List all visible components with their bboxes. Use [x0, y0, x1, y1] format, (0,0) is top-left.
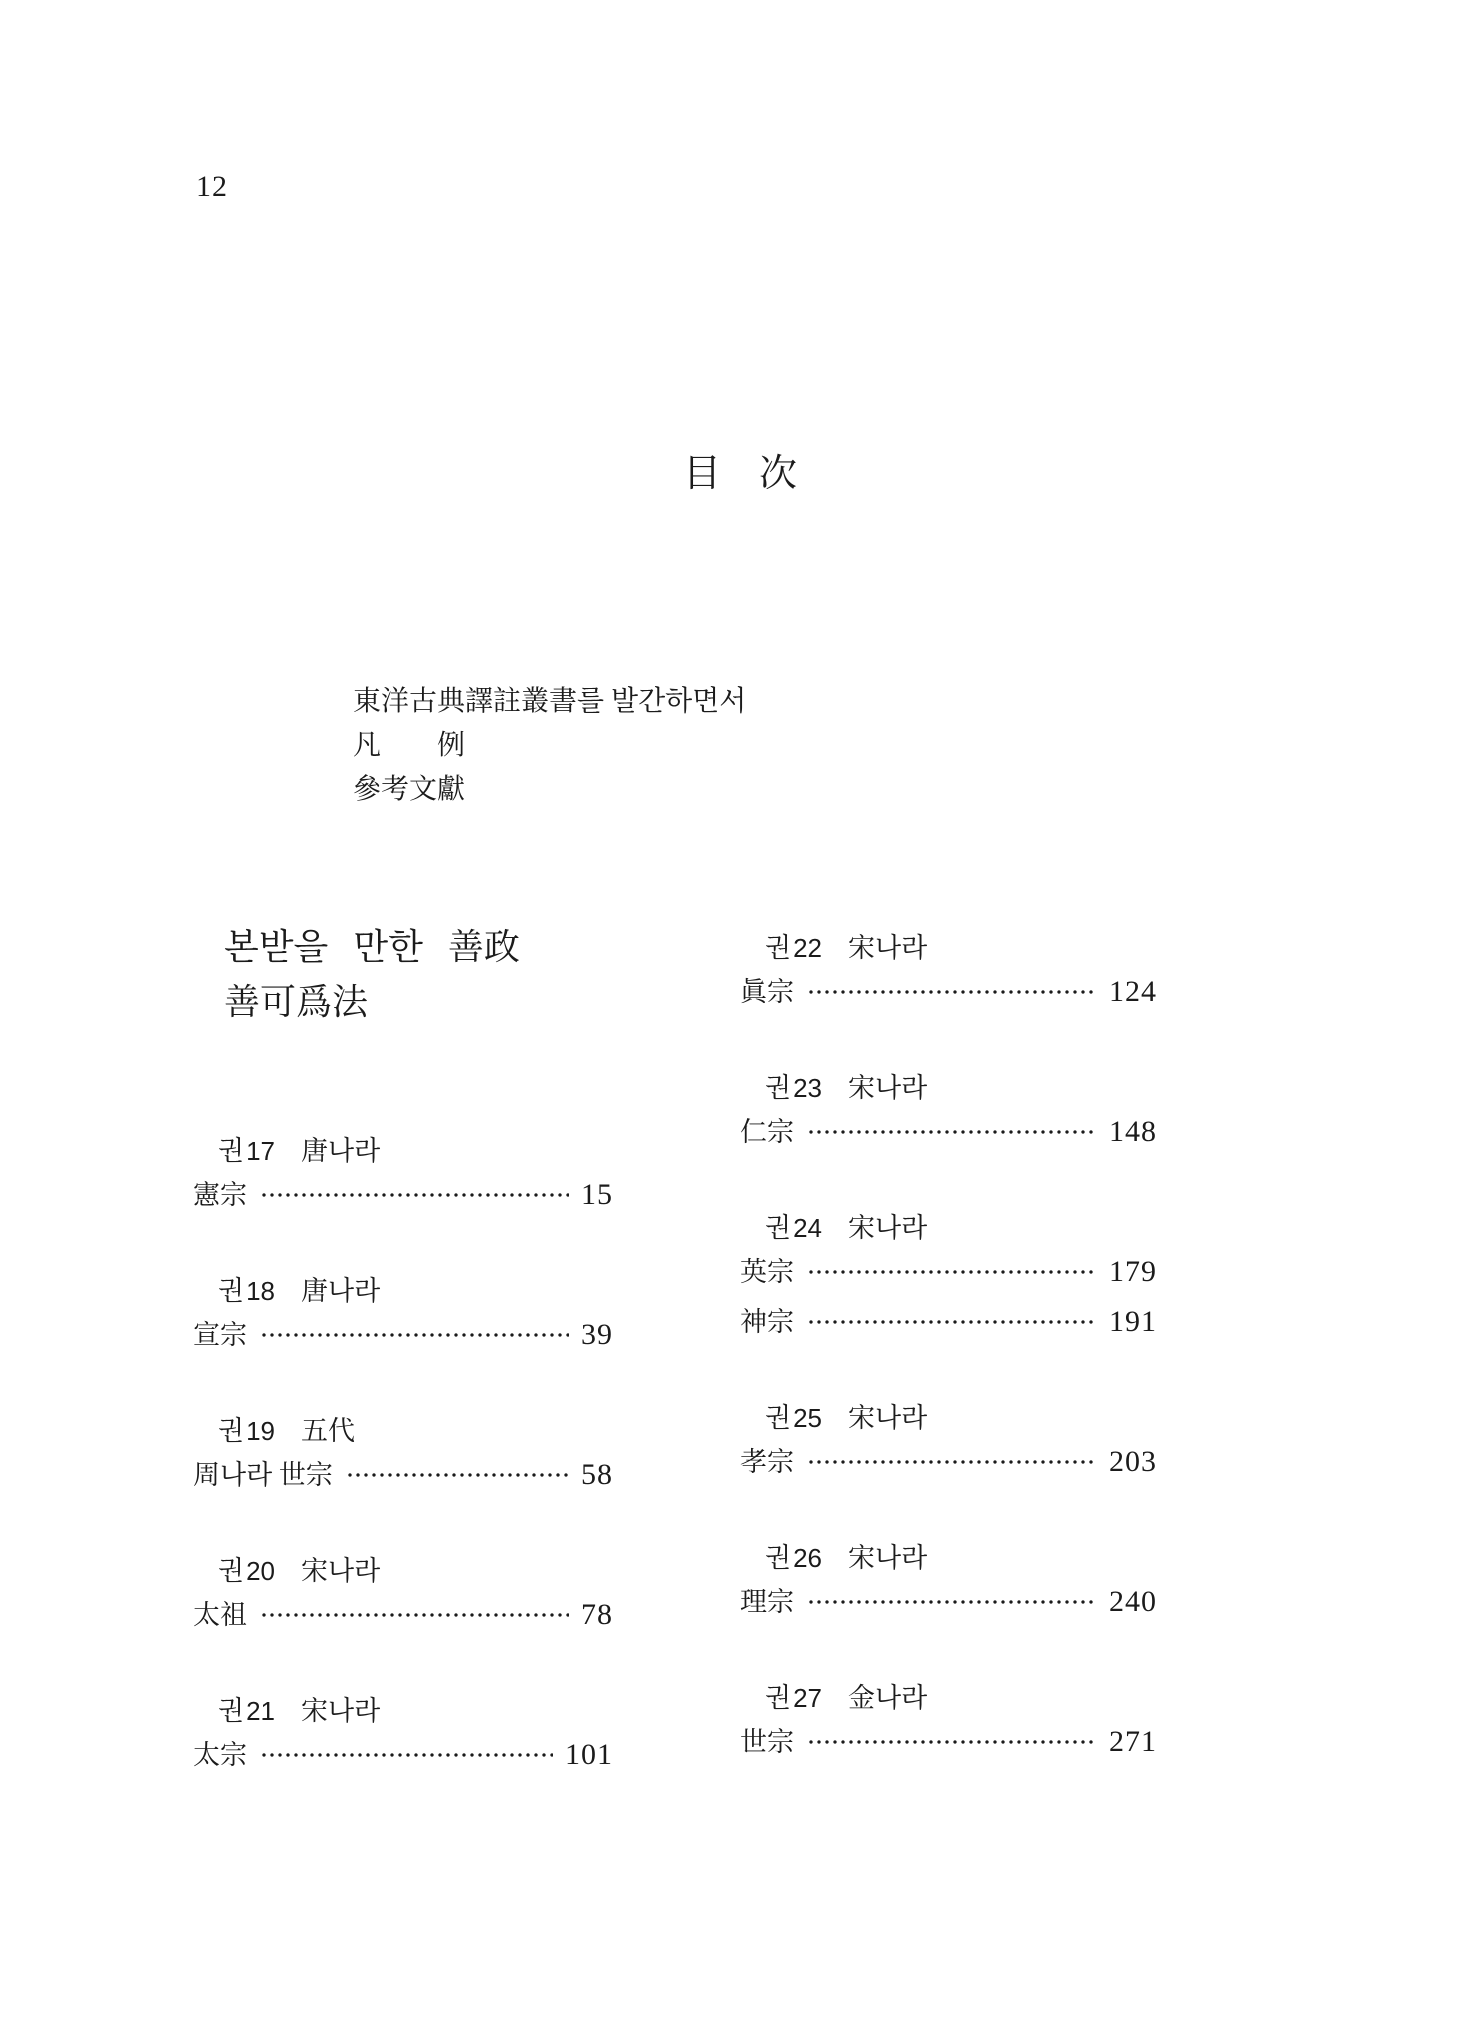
toc-item — [740, 1445, 1157, 1479]
volume-label: 권27 — [765, 1683, 823, 1713]
toc-column-right — [740, 931, 1157, 1821]
volume-label: 권25 — [765, 1403, 823, 1433]
toc-item-page: 39 — [581, 1318, 613, 1351]
dynasty-label: 唐나라 — [301, 1276, 381, 1306]
dot-leader — [808, 1269, 1097, 1275]
front-matter-item: 參考文獻 — [353, 774, 466, 805]
section-title — [193, 920, 613, 1030]
dynasty-label: 金나라 — [848, 1683, 928, 1713]
dot-leader — [261, 1752, 553, 1758]
dynasty-label: 宋나라 — [848, 1213, 928, 1243]
toc-entries-left — [193, 1134, 613, 1772]
toc-item-title: 英宗 — [740, 1257, 794, 1287]
toc-item — [740, 975, 1157, 1009]
toc-entry — [740, 931, 1157, 1009]
toc-entry-heading — [193, 1274, 613, 1308]
toc-item — [740, 1305, 1157, 1339]
toc-item-page: 191 — [1109, 1305, 1157, 1338]
page-title: 目 次 — [682, 453, 797, 495]
toc-item-page: 203 — [1109, 1445, 1157, 1478]
volume-label: 권24 — [765, 1213, 823, 1243]
section-title-hanja: 善可爲法 — [224, 982, 369, 1022]
dynasty-label: 宋나라 — [848, 933, 928, 963]
toc-entry-heading — [740, 1681, 1157, 1715]
toc-entry-heading — [193, 1134, 613, 1168]
toc-entry-heading — [740, 1071, 1157, 1105]
toc-item — [740, 1115, 1157, 1149]
toc-item-title: 太宗 — [193, 1740, 247, 1770]
toc-entry-heading — [740, 1211, 1157, 1245]
dot-leader — [808, 989, 1097, 995]
dot-leader — [808, 1129, 1097, 1135]
toc-item — [193, 1598, 613, 1632]
dot-leader — [808, 1599, 1097, 1605]
toc-item-title: 世宗 — [740, 1727, 794, 1757]
toc-entry-heading — [740, 931, 1157, 965]
toc-entry-heading — [193, 1694, 613, 1728]
toc-item-page: 15 — [581, 1178, 613, 1211]
toc-item-page: 148 — [1109, 1115, 1157, 1148]
volume-label: 권20 — [218, 1556, 276, 1586]
dot-leader — [347, 1472, 569, 1478]
toc-item-page: 240 — [1109, 1585, 1157, 1618]
toc-item — [193, 1178, 613, 1212]
volume-label: 권23 — [765, 1073, 823, 1103]
toc-entry — [740, 1681, 1157, 1759]
toc-item — [193, 1738, 613, 1772]
toc-entry — [193, 1274, 613, 1352]
dot-leader — [808, 1459, 1097, 1465]
toc-item — [740, 1585, 1157, 1619]
volume-label: 권26 — [765, 1543, 823, 1573]
toc-item-title: 孝宗 — [740, 1447, 794, 1477]
dot-leader — [808, 1319, 1097, 1325]
volume-label: 권19 — [218, 1416, 276, 1446]
toc-item-page: 78 — [581, 1598, 613, 1631]
volume-label: 권18 — [218, 1276, 276, 1306]
toc-entry — [193, 1134, 613, 1212]
dynasty-label: 宋나라 — [301, 1696, 381, 1726]
toc-item-title: 憲宗 — [193, 1180, 247, 1210]
toc-item — [740, 1255, 1157, 1289]
dynasty-label: 唐나라 — [301, 1136, 381, 1166]
toc-item-title: 神宗 — [740, 1307, 794, 1337]
volume-label: 권17 — [218, 1136, 276, 1166]
toc-entry — [193, 1554, 613, 1632]
front-matter-item: 凡 例 — [353, 730, 466, 761]
toc-entry — [740, 1401, 1157, 1479]
toc-item-page: 58 — [581, 1458, 613, 1491]
section-title-korean: 본받을 만한 善政 — [224, 927, 520, 967]
toc-entry-heading — [740, 1541, 1157, 1575]
toc-item — [193, 1458, 613, 1492]
dynasty-label: 五代 — [301, 1416, 356, 1446]
dot-leader — [261, 1332, 569, 1338]
toc-item-title: 理宗 — [740, 1587, 794, 1617]
toc-item-page: 124 — [1109, 975, 1157, 1008]
toc-entry — [740, 1071, 1157, 1149]
page-number: 12 — [196, 170, 228, 203]
toc-entry — [740, 1211, 1157, 1339]
dynasty-label: 宋나라 — [301, 1556, 381, 1586]
toc-entries-right — [740, 931, 1157, 1759]
dot-leader — [808, 1739, 1097, 1745]
toc-item — [740, 1725, 1157, 1759]
toc-item-page: 271 — [1109, 1725, 1157, 1758]
toc-item-page: 179 — [1109, 1255, 1157, 1288]
volume-label: 권22 — [765, 933, 823, 963]
dynasty-label: 宋나라 — [848, 1403, 928, 1433]
toc-entry — [193, 1694, 613, 1772]
toc-item-title: 周나라 世宗 — [193, 1460, 333, 1490]
toc-item-title: 太祖 — [193, 1600, 247, 1630]
toc-entry — [740, 1541, 1157, 1619]
toc-item-title: 仁宗 — [740, 1117, 794, 1147]
toc-item-page: 101 — [565, 1738, 613, 1771]
dynasty-label: 宋나라 — [848, 1543, 928, 1573]
dynasty-label: 宋나라 — [848, 1073, 928, 1103]
toc-entry-heading — [193, 1554, 613, 1588]
dot-leader — [261, 1192, 569, 1198]
dot-leader — [261, 1612, 569, 1618]
toc-entry-heading — [193, 1414, 613, 1448]
toc-item-title: 眞宗 — [740, 977, 794, 1007]
front-matter-item: 東洋古典譯註叢書를 발간하면서 — [353, 686, 747, 717]
toc-entry — [193, 1414, 613, 1492]
volume-label: 권21 — [218, 1696, 276, 1726]
toc-entry-heading — [740, 1401, 1157, 1435]
front-matter-list — [353, 680, 746, 812]
toc-column-left — [193, 920, 613, 1834]
toc-item-title: 宣宗 — [193, 1320, 247, 1350]
toc-item — [193, 1318, 613, 1352]
